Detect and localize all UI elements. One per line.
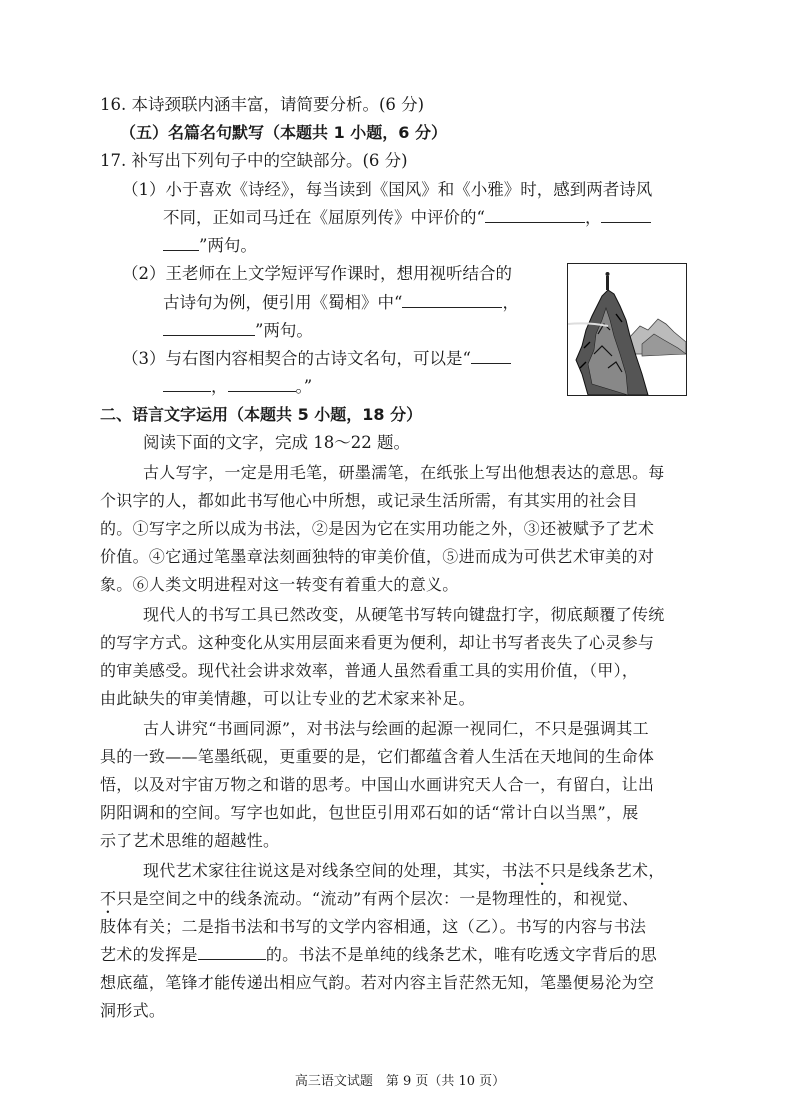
question-16: 16. 本诗颈联内涵丰富，请简要分析。(6 分) (100, 95, 425, 114)
answer-blank[interactable] (485, 207, 585, 223)
passage-line (143, 860, 665, 889)
question-17-stem: 17. 补写出下列句子中的空缺部分。(6 分) (100, 151, 408, 170)
passage-line: 悟，以及对宇宙万物之和谐的思考。中国山水画讲究天人合一，有留白，让出 (100, 775, 655, 794)
emphasized-char: 不 (100, 889, 117, 908)
answer-blank[interactable] (402, 292, 502, 308)
answer-blank[interactable] (228, 376, 296, 392)
emphasized-char: 不 (534, 861, 551, 880)
passage-line: 具的一致——笔墨纸砚，更重要的是，它们都蕴含着人生活在天地间的生命体 (100, 747, 655, 766)
page-footer: 高三语文试题 第 9 页（共 10 页） (294, 1074, 506, 1089)
section-5-title: （五）名篇名句默写（本题共 1 小题，6 分） (120, 123, 447, 142)
passage-line: 个识字的人，都如此书写他心中所想，或记录生活所需，有其实用的社会目 (100, 491, 638, 510)
passage-line: 古人讲究“书画同源”，对书法与绘画的起源一视同仁，不只是强调其工 (143, 719, 649, 738)
comma: ， (584, 208, 602, 227)
passage-line: 的。①写字之所以成为书法，②是因为它在实用功能之外，③还被赋予了艺术 (100, 519, 655, 538)
passage-text: 只是空间之中的线条流动。“流动”有两个层次：一是物理性的，和视觉、 (116, 889, 639, 908)
q17-item-2-line-1: （2）王老师在上文学短评写作课时，想用视听结合的 (122, 264, 512, 283)
passage-line: 由此缺失的审美情趣，可以让专业的艺术家来补足。 (100, 689, 475, 708)
passage-line: 想底蕴，笔锋才能传递出相应气韵。若对内容主旨茫然无知，笔墨便易沦为空 (100, 973, 655, 992)
q17-item-3-line-2 (163, 376, 312, 398)
answer-blank[interactable] (163, 235, 199, 251)
q17-item-2-line-2 (163, 292, 519, 314)
q17-item-1-end: ”两句。 (199, 236, 257, 255)
q17-item-3-end: 。” (295, 377, 313, 396)
passage-line: 阴阳调和的空间。写字也如此，包世臣引用邓石如的话“常计白以当黑”，展 (100, 803, 639, 822)
passage-line: 示了艺术思维的超越性。 (100, 831, 280, 850)
passage-text: 只是线条艺术， (550, 861, 665, 880)
passage-text: 艺术的发挥是 (100, 945, 198, 964)
q17-item-1-line-2 (163, 207, 651, 229)
answer-blank[interactable] (601, 207, 651, 223)
answer-blank[interactable] (163, 320, 255, 336)
q17-item-2-line-3 (163, 320, 313, 342)
section-2-title: 二、语言文字运用（本题共 5 小题，18 分） (100, 405, 423, 424)
q17-item-1-text: 不同，正如司马迁在《屈原列传》中评价的“ (163, 208, 485, 227)
passage-line: 的写字方式。这种变化从实用层面来看更为便利，却让书写者丧失了心灵参与 (100, 633, 655, 652)
passage-text: 的。书法不是单纯的线条艺术，唯有吃透文字背后的思 (265, 945, 658, 964)
answer-blank[interactable] (163, 376, 211, 392)
q17-item-3-line-1 (122, 348, 511, 370)
comma: ， (502, 293, 519, 312)
passage-line: 古人写字，一定是用毛笔，研墨濡笔，在纸张上写出他想表达的意思。每 (143, 463, 665, 482)
passage-text: 现代艺术家往往说这是对线条空间的处理，其实，书法 (143, 861, 535, 880)
landscape-painting-icon (567, 263, 687, 396)
q17-item-3-text: （3）与右图内容相契合的古诗文名句，可以是“ (122, 349, 471, 368)
answer-blank[interactable] (471, 348, 511, 364)
passage-line: 的审美感受。现代社会讲求效率，普通人虽然看重工具的实用价值，（甲）， (100, 661, 639, 680)
section-2-intro: 阅读下面的文字，完成 18～22 题。 (143, 433, 410, 452)
q17-item-1-line-1: （1）小于喜欢《诗经》，每当读到《国风》和《小雅》时，感到两者诗风 (122, 180, 653, 199)
q17-item-1-line-3 (163, 235, 257, 257)
q17-item-2-text: 古诗句为例，便引用《蜀相》中“ (163, 293, 403, 312)
passage-line (100, 888, 639, 917)
passage-line: 价值。④它通过笔墨章法刻画独特的审美价值，⑤进而成为可供艺术审美的对 (100, 547, 655, 566)
comma: ， (211, 377, 228, 396)
passage-line: 肢体有关；二是指书法和书写的文学内容相通，这（乙）。书写的内容与书法 (100, 917, 647, 936)
answer-blank[interactable] (198, 944, 266, 960)
passage-line (100, 944, 657, 966)
q17-item-2-end: ”两句。 (255, 321, 313, 340)
passage-line: 象。⑥人类文明进程对这一转变有着重大的意义。 (100, 575, 459, 594)
passage-line: 洞形式。 (100, 1001, 166, 1020)
passage-line: 现代人的书写工具已然改变，从硬笔书写转向键盘打字，彻底颠覆了传统 (143, 605, 665, 624)
